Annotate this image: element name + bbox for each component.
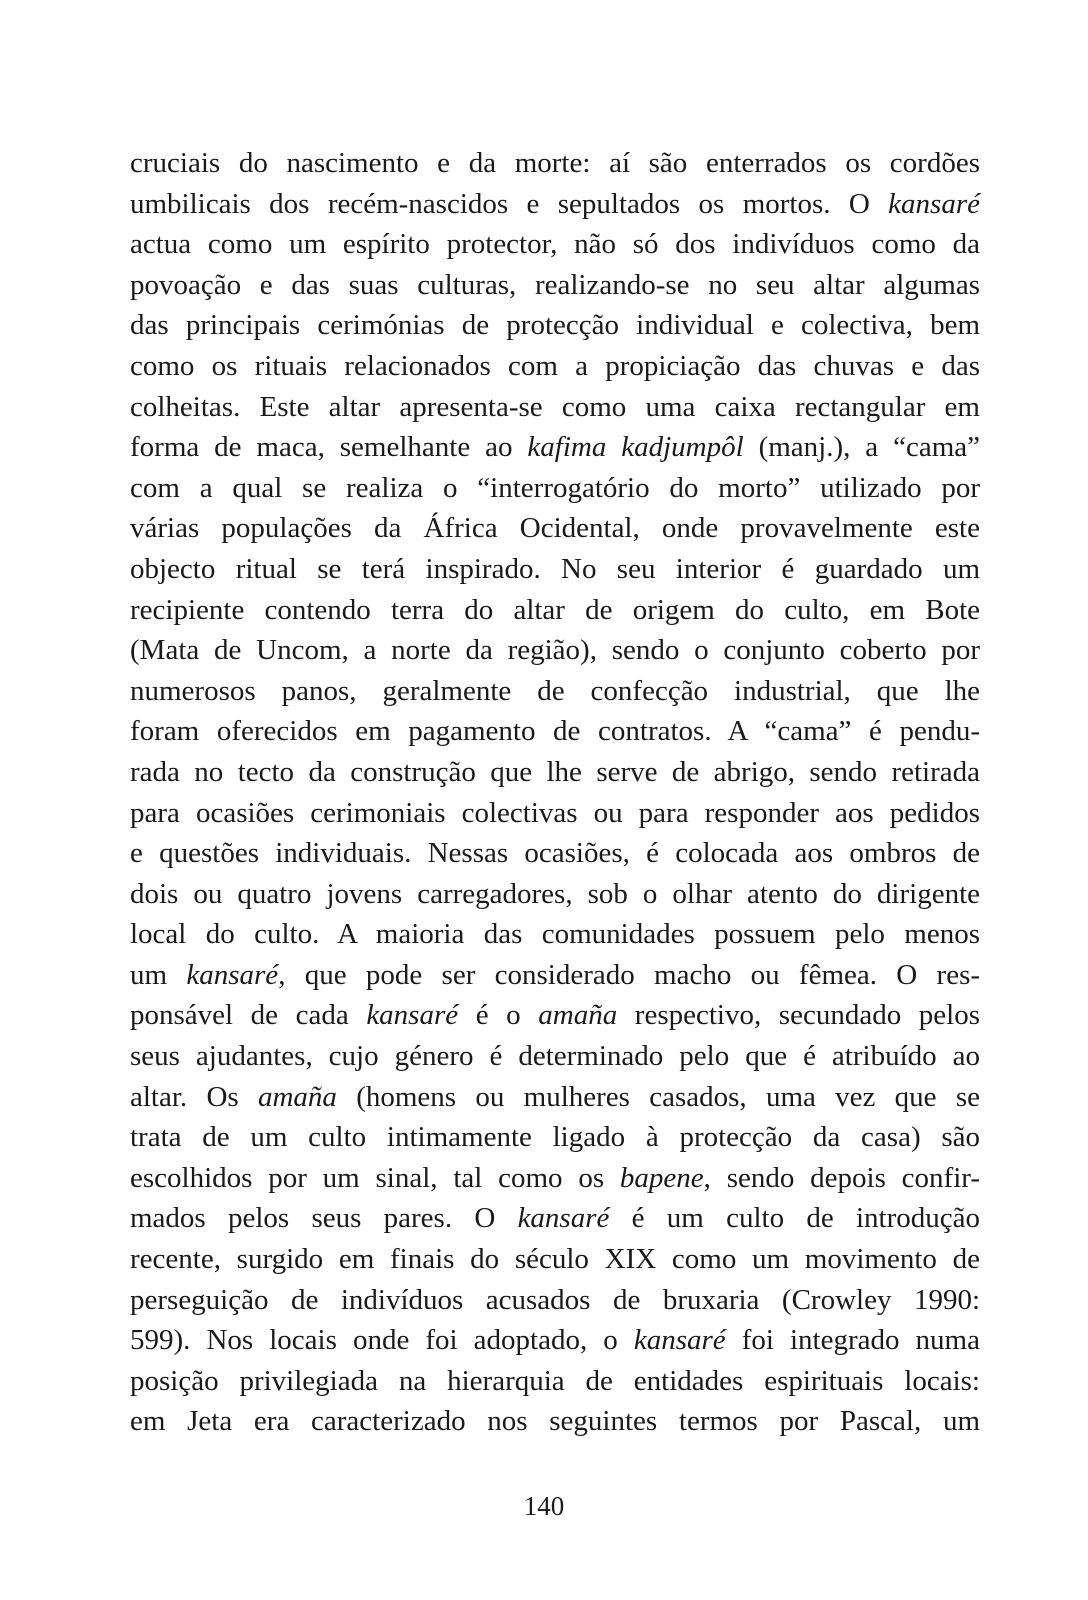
text-run: 599). Nos locais onde foi adoptado, o [130, 1324, 634, 1357]
text-line [130, 305, 980, 346]
text-run: , sendo depois confir- [703, 1161, 980, 1194]
text-run: colheitas. Este altar apresenta-se como uma caixa rectangular em [130, 390, 980, 423]
page-number: 140 [523, 1491, 565, 1521]
text-run: em Jeta era caracterizado nos seguintes termos por Pascal, um [130, 1405, 980, 1438]
italic-term: amaña [538, 999, 618, 1032]
text-run: altar. Os [130, 1080, 258, 1113]
text-run: é o [458, 999, 539, 1032]
text-run: objecto ritual se terá inspirado. No seu interior é guardado um [130, 552, 980, 585]
text-line [130, 752, 980, 793]
text-run: perseguição de indivíduos acusados de bruxaria (Crowley 1990: [130, 1283, 980, 1316]
text-run: (manj.), a “cama” [743, 431, 981, 464]
text-run: posição privilegiada na hierarquia de entidades espirituais locais: [130, 1364, 980, 1397]
text-run: ponsável de cada [130, 999, 367, 1032]
text-line [130, 1117, 980, 1158]
text-run: para ocasiões cerimoniais colectivas ou para responder aos pedidos [130, 796, 980, 829]
text-run: rada no tecto da construção que lhe serve de abrigo, sendo retirada [130, 755, 980, 788]
text-run: é um culto de introdução [609, 1202, 980, 1235]
body-paragraph [130, 143, 980, 1442]
italic-term: kansaré [366, 999, 459, 1032]
text-line [130, 468, 980, 509]
text-run: foram oferecidos em pagamento de contratos. A “cama” é pendu- [130, 715, 980, 748]
text-run: e questões individuais. Nessas ocasiões, é colocada aos ombros de [130, 837, 980, 870]
text-line [130, 914, 980, 955]
text-run: trata de um culto intimamente ligado à protecção da casa) são [130, 1121, 980, 1154]
text-line [130, 1077, 980, 1118]
text-run: como os rituais relacionados com a propiciação das chuvas e das [130, 349, 980, 382]
text-line [130, 630, 980, 671]
text-run: numerosos panos, geralmente de confecção industrial, que lhe [130, 674, 980, 707]
text-line [130, 508, 980, 549]
italic-term: kafima kadjumpôl [527, 431, 744, 464]
text-run: mados pelos seus pares. O [130, 1202, 518, 1235]
text-line [130, 1401, 980, 1442]
text-line [130, 874, 980, 915]
text-line [130, 143, 980, 184]
italic-term: kansaré [186, 958, 279, 991]
text-line [130, 346, 980, 387]
text-run: seus ajudantes, cujo género é determinado pelo que é atribuído ao [130, 1040, 980, 1073]
text-line [130, 1320, 980, 1361]
text-line [130, 549, 980, 590]
text-run: (Mata de Uncom, a norte da região), sendo o conjunto coberto por [130, 634, 980, 667]
italic-term: bapene [619, 1161, 704, 1194]
text-line [130, 833, 980, 874]
text-run: povoação e das suas culturas, realizando-se no seu altar algumas [130, 268, 980, 301]
italic-term: amaña [257, 1080, 337, 1113]
text-run: escolhidos por um sinal, tal como os [130, 1161, 620, 1194]
text-run: (homens ou mulheres casados, uma vez que se [336, 1080, 980, 1113]
text-run: recente, surgido em finais do século XIX como um movimento de [130, 1243, 980, 1276]
text-run: cruciais do nascimento e da morte: aí são enterrados os cordões [130, 147, 980, 179]
text-run: umbilicais dos recém-nascidos e sepultados os mortos. O [130, 187, 889, 220]
italic-term: kansaré [888, 187, 980, 220]
italic-term: kansaré [633, 1324, 726, 1357]
text-line [130, 184, 980, 225]
text-run: foi integrado numa [725, 1324, 980, 1357]
text-line [130, 387, 980, 428]
text-run: , que pode ser considerado macho ou fêmea. O res- [278, 958, 981, 991]
text-line [130, 1280, 980, 1321]
text-line [130, 1036, 980, 1077]
text-line [130, 224, 980, 265]
text-line [130, 590, 980, 631]
text-run: local do culto. A maioria das comunidades possuem pelo menos [130, 918, 980, 951]
text-line [130, 1158, 980, 1199]
text-line [130, 711, 980, 752]
text-run: forma de maca, semelhante ao [130, 431, 528, 464]
text-line [130, 265, 980, 306]
text-run: respectivo, secundado pelos [617, 999, 980, 1032]
text-line [130, 995, 980, 1036]
text-line [130, 793, 980, 834]
text-run: actua como um espírito protector, não só dos indivíduos como da [130, 228, 980, 261]
text-run: recipiente contendo terra do altar de origem do culto, em Bote [130, 593, 980, 626]
italic-term: kansaré [517, 1202, 610, 1235]
text-line [130, 671, 980, 712]
text-line [130, 955, 980, 996]
text-run: das principais cerimónias de protecção individual e colectiva, bem [130, 309, 980, 342]
text-line [130, 1239, 980, 1280]
text-line [130, 1198, 980, 1239]
text-run: várias populações da África Ocidental, onde provavelmente este [130, 512, 980, 545]
text-run: um [130, 958, 187, 991]
text-line [130, 1361, 980, 1402]
text-line [130, 427, 980, 468]
text-run: dois ou quatro jovens carregadores, sob o olhar atento do dirigente [130, 877, 980, 910]
text-run: com a qual se realiza o “interrogatório do morto” utilizado por [130, 471, 980, 504]
